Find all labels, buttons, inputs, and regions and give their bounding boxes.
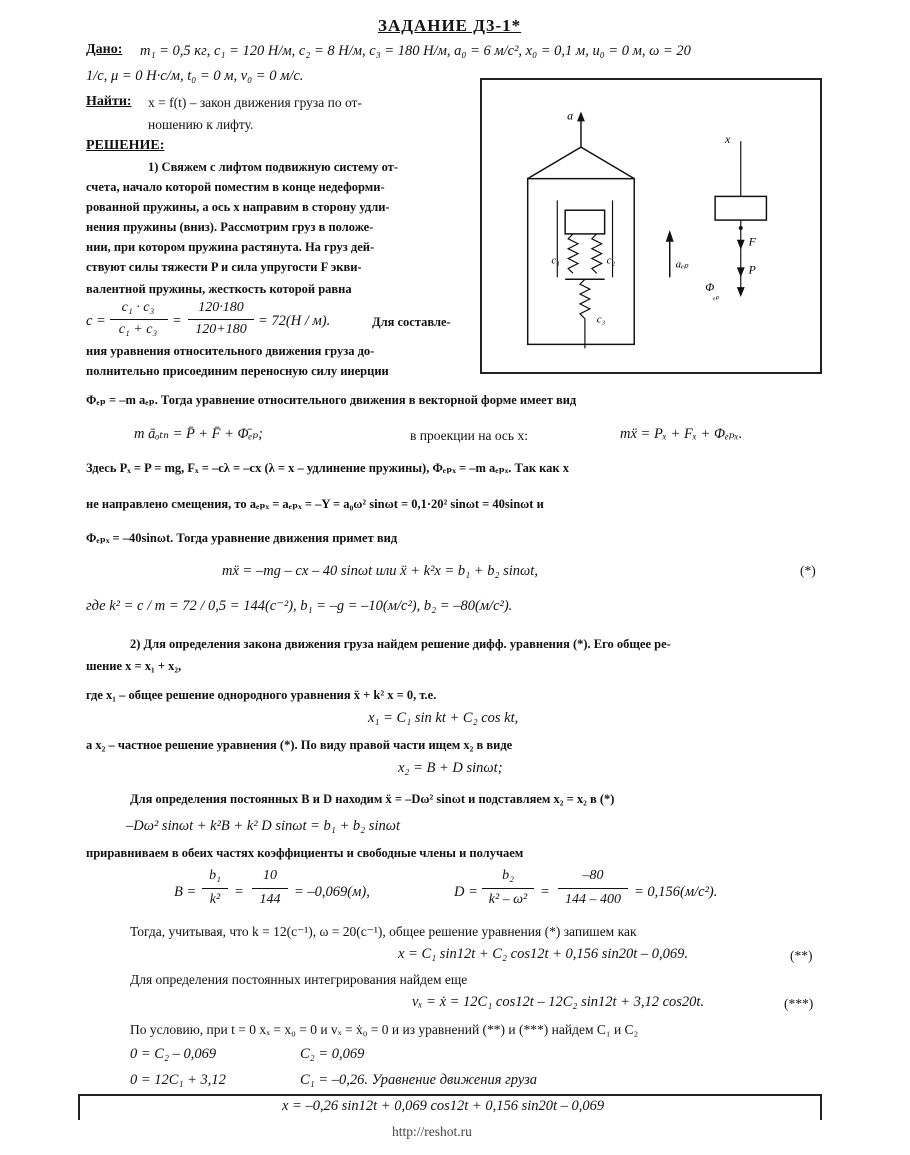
spring-c2 [592, 234, 602, 273]
fraction-bar [482, 888, 534, 889]
coef-d-res: = 0,156(м/с²). [634, 884, 718, 900]
para2-line-0: ния уравнения относительного движения груза до- [86, 344, 375, 358]
label-c3: c₃ [596, 313, 606, 326]
sys-r1a: 0 = C₂ – 0,069 [130, 1046, 217, 1062]
para3-line-1: 2) Для определения закона движения груза найдем решение дифф. уравнения (*). Его общее ре- [130, 637, 671, 651]
arrow-up-icon [666, 230, 674, 242]
find-label: Найти: [86, 94, 132, 109]
label-x: x [724, 132, 731, 147]
eq-general: x = C₁ sin12t + C₂ cos12t + 0,156 sin20t – 0,069. [398, 946, 688, 962]
coef-b-den: k² [209, 892, 221, 907]
page-title: ЗАДАНИЕ Д3-1* [378, 16, 522, 35]
coef-d-num: b₂ [502, 868, 514, 883]
para1-line-1: счета, начало которой поместим в конце недеформи- [86, 180, 385, 194]
coef-d-mid: = [540, 884, 550, 900]
coef-b-num2: 10 [263, 868, 277, 883]
para3-line-4: а x₂ – частное решение уравнения (*). По виду правой части ищем x₂ в виде [86, 738, 513, 752]
arrow-down-icon [737, 287, 745, 297]
label-a: a [567, 108, 574, 123]
spring-c3 [580, 279, 590, 348]
arrow-down-icon [737, 267, 745, 277]
coef-d-den: k² – ω² [488, 892, 528, 907]
eq-proj-label: в проекции на ось x: [410, 428, 528, 443]
label-c2: c₂ [606, 254, 616, 267]
solution-label: РЕШЕНИЕ: [86, 138, 165, 153]
para2-line-1: полнительно присоединим переносную силу инерции [86, 364, 389, 378]
sys-r1b: C₂ = 0,069 [300, 1046, 365, 1062]
given-label: Дано: [86, 42, 123, 57]
para4-eq: –Dω² sinωt + k²B + k² D sinωt = b₁ + b₂ sinωt [126, 818, 400, 834]
stiffness-num1: c₁ · c₃ [121, 300, 155, 315]
stiffness-den1: c₁ + c₃ [118, 322, 158, 337]
stiffness-num2: 120·180 [198, 300, 244, 315]
eq-deriv-tag: (***) [784, 996, 814, 1011]
sys-r2a: 0 = 12C₁ + 3,12 [130, 1072, 226, 1088]
para3-line-3: где x₁ – общее решение однородного уравнения ẍ + k² x = 0, т.е. [86, 688, 437, 702]
stiffness-tail: Для составле- [372, 315, 451, 329]
para1-line-4: нии, при котором пружина растянута. На груз дей- [86, 240, 375, 254]
spring-c1 [568, 234, 578, 273]
fraction-bar [188, 319, 254, 320]
elevator-cabin [528, 179, 635, 345]
arrow-up-icon [577, 112, 585, 122]
coef-b-lhs: B = [174, 884, 197, 900]
mechanism-figure [480, 78, 822, 374]
k-line: где k² = c / m = 72 / 0,5 = 144(с⁻²), b₁ = –g = –10(м/с²), b₂ = –80(м/с²). [86, 598, 513, 614]
label-aep: aₑₚ [675, 258, 689, 271]
para4-line-1: Для определения постоянных B и D находим ẍ = –Dω² sinωt и подставляем x₂ = x₂ в (*) [130, 792, 615, 806]
para4-line-2: приравниваем в обеих частях коэффициенты и свободные члены и получаем [86, 846, 524, 860]
stiffness-result: = 72(H / м). [258, 313, 331, 329]
coef-b-den2: 144 [259, 892, 281, 907]
label-P: P [748, 262, 756, 277]
fraction-bar [252, 888, 288, 889]
arrow-down-icon [737, 240, 745, 250]
eq-vector: m āₒₜₙ = P̄ + F̄ + Φ̄ₑₚ; [134, 426, 263, 442]
here-line-2: не направлено смещения, то aₑₚₓ = aₑₚₓ = –Y = a₀ω² sinωt = 0,1·20² sinωt = 40sinωt и [86, 497, 544, 511]
given-line-2: 1/с, μ = 0 Н·с/м, t₀ = 0 м, v₀ = 0 м/с. [86, 68, 304, 84]
eq-deriv: vₓ = ẋ = 12C₁ cos12t – 12C₂ sin12t + 3,12 cos20t. [412, 994, 705, 1010]
footer-url: http://reshot.ru [392, 1124, 472, 1139]
eq-proj: mẍ = Pₓ + Fₓ + Φₑₚₓ. [620, 426, 743, 442]
coef-d-lhs: D = [454, 884, 478, 900]
para5-line-2: Для определения постоянных интегрирования найдем еще [130, 972, 468, 987]
find-line-1: x = f(t) – закон движения груза по от- [148, 95, 362, 110]
stiffness-eq: = [172, 313, 182, 329]
para1-line-5: ствуют силы тяжести P и сила упругости F экви- [86, 260, 362, 274]
para3-line-2: шение x = x₁ + x₂, [86, 659, 182, 673]
here-line-1: Здесь Pₓ = P = mg, Fₓ = –cλ = –cx (λ = x – удлинение пружины), Φₑₚₓ = –m aₑₚₓ. Так как x [86, 461, 570, 475]
para1-line-2: рованной пружины, а ось x направим в сторону удли- [86, 200, 390, 214]
coef-b-res: = –0,069(м), [294, 884, 370, 900]
fraction-bar [558, 888, 628, 889]
cabin-roof [528, 147, 635, 179]
para1-line-6: валентной пружины, жесткость которой равна [86, 282, 352, 296]
point-icon [739, 226, 743, 230]
para5-line-1: Тогда, учитывая, что k = 12(с⁻¹), ω = 20(с⁻¹), общее решение уравнения (*) запишем как [130, 924, 637, 939]
para1-line-0: 1) Свяжем с лифтом подвижную систему от- [148, 160, 398, 174]
coef-d-num2: –80 [582, 868, 604, 883]
para6-line-1: По условию, при t = 0 xₓ = x₀ = 0 и vₓ = ẋ₀ = 0 и из уравнений (**) и (***) найдем C₁ и C₂ [130, 1022, 639, 1037]
phi-line: Φₑₚₓ = –40sinωt. Тогда уравнение движения примет вид [86, 531, 398, 545]
eq-general-tag: (**) [790, 948, 813, 963]
stiffness-lhs: c = [86, 313, 106, 329]
coef-b-num: b₁ [209, 868, 221, 883]
fraction-bar [110, 319, 168, 320]
load-block [565, 210, 604, 234]
label-phi-sub: ₑₚ [713, 291, 720, 301]
eq-x2: x₂ = B + D sinωt; [398, 760, 503, 776]
final-equation: x = –0,26 sin12t + 0,069 cos12t + 0,156 sin20t – 0,069 [282, 1098, 605, 1114]
eq-motion-tag: (*) [800, 563, 816, 578]
coef-d-den2: 144 – 400 [565, 892, 621, 907]
label-F: F [748, 234, 756, 249]
mechanism-diagram [482, 80, 820, 372]
eq-motion: mẍ = –mg – cx – 40 sinωt или ẍ + k²x = b₁ + b₂ sinωt, [222, 563, 538, 579]
eq-x1: x₁ = C₁ sin kt + C₂ cos kt, [368, 710, 519, 726]
fraction-bar [202, 888, 228, 889]
stiffness-den2: 120+180 [195, 322, 247, 337]
given-line-1: m₁ = 0,5 кг, c₁ = 120 Н/м, c₂ = 8 Н/м, c₃ = 180 Н/м, a₀ = 6 м/с², x₀ = 0,1 м, u₀ = 0 м, ω = 20 [140, 43, 691, 59]
coef-b-mid: = [234, 884, 244, 900]
find-line-2: ношению к лифту. [148, 117, 254, 132]
load-free-body [715, 196, 766, 220]
inertia-line: Φₑₚ = –m aₑₚ. Тогда уравнение относительного движения в векторной форме имеет вид [86, 393, 577, 407]
label-c1: c₁ [551, 254, 560, 267]
sys-r2b: C₁ = –0,26. Уравнение движения груза [300, 1072, 538, 1088]
para1-line-3: нения пружины (вниз). Рассмотрим груз в положе- [86, 220, 374, 234]
label-phi: Φ [705, 280, 715, 295]
